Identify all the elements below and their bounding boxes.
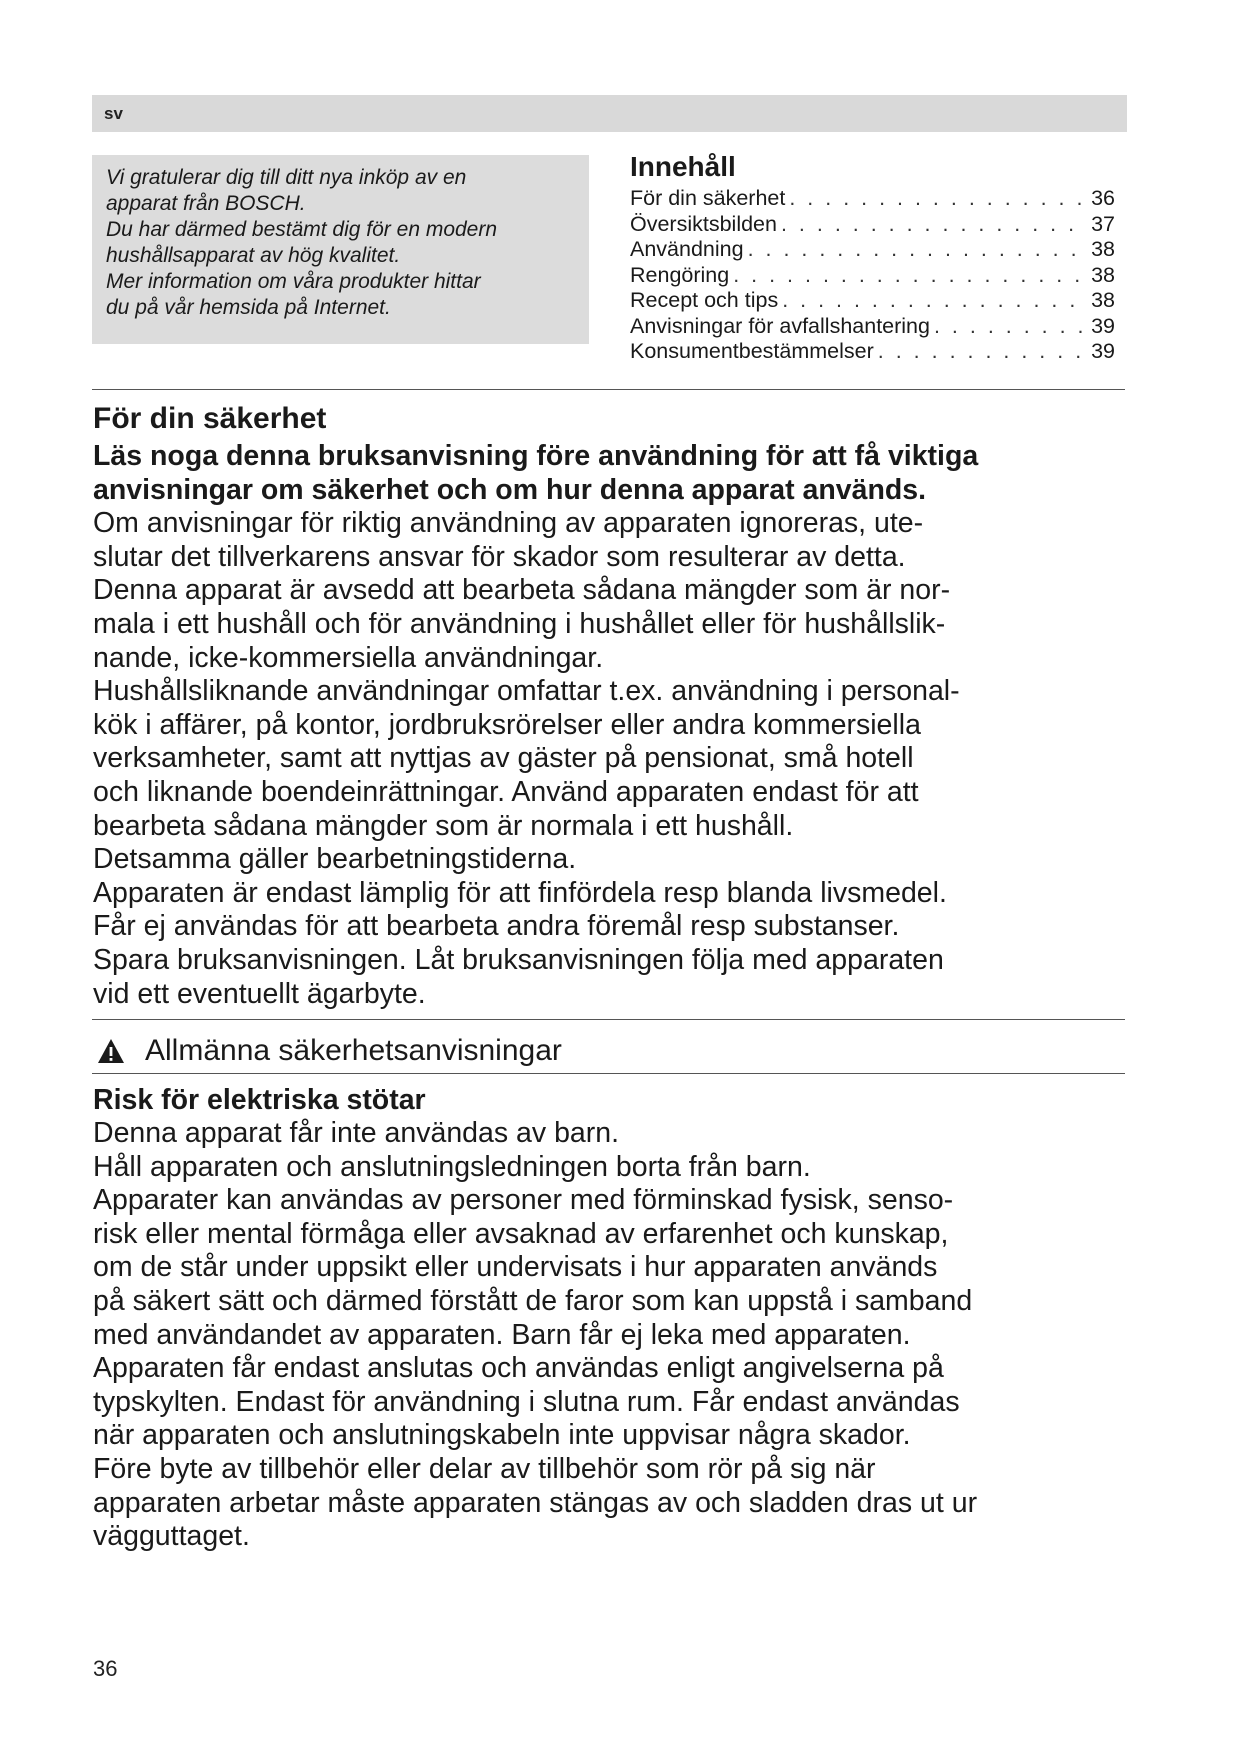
toc-item-label: För din säkerhet: [630, 186, 786, 210]
general-body-line: på säkert sätt och därmed förstått de faror som kan uppstå i samband: [93, 1284, 973, 1317]
page-number: 36: [93, 1656, 118, 1681]
toc-item-page: 38: [1091, 237, 1115, 261]
toc-leader-dots: [733, 263, 1087, 289]
safety-body-line: slutar det tillverkarens ansvar för skador som resulterar av detta.: [93, 540, 906, 573]
safety-text: [93, 440, 978, 1011]
safety-body-line: kök i affärer, på kontor, jordbruksrörelser eller andra kommersiella: [93, 708, 921, 741]
toc-item[interactable]: [630, 237, 1115, 263]
general-body-line: Före byte av tillbehör eller delar av tillbehör som rör på sig när: [93, 1452, 876, 1485]
safety-body-line: Apparaten är endast lämplig för att finfördela resp blanda livsmedel.: [93, 876, 947, 909]
toc-item[interactable]: [630, 186, 1115, 212]
safety-lead-line: Läs noga denna bruksanvisning före användning för att få viktiga: [93, 440, 979, 472]
general-body-line: Håll apparaten och anslutningsledningen borta från barn.: [93, 1150, 811, 1183]
safety-body-line: mala i ett hushåll och för användning i hushållet eller för hushållslik-: [93, 607, 946, 640]
toc-leader-dots: [789, 186, 1087, 212]
toc-item-label: Konsumentbestämmelser: [630, 339, 874, 363]
general-text: [93, 1117, 977, 1554]
general-heading-text: Allmänna säkerhetsanvisningar: [145, 1034, 562, 1067]
toc-item-page: 38: [1091, 288, 1115, 312]
language-code: sv: [104, 104, 123, 123]
safety-body-line: bearbeta sådana mängder som är normala i ett hushåll.: [93, 809, 794, 842]
general-body-line: om de står under uppsikt eller undervisats i hur apparaten används: [93, 1251, 938, 1284]
toc-item[interactable]: [630, 212, 1115, 238]
intro-line: hushållsapparat av hög kvalitet.: [106, 244, 401, 267]
intro-line: Du har därmed bestämt dig för en modern: [106, 218, 498, 241]
safety-body-line: Spara bruksanvisningen. Låt bruksanvisningen följa med apparaten: [93, 943, 944, 976]
table-of-contents: [630, 150, 1115, 365]
toc-leader-dots: [748, 237, 1088, 263]
toc-title: Innehåll: [630, 151, 736, 182]
general-body-line: vägguttaget.: [93, 1520, 250, 1553]
safety-body-line: Hushållsliknande användningar omfattar t.ex. användning i personal-: [93, 675, 960, 708]
general-body-line: med användandet av apparaten. Barn får ej leka med apparaten.: [93, 1318, 911, 1351]
general-body-line: när apparaten och anslutningskabeln inte uppvisar några skador.: [93, 1419, 911, 1452]
toc-item-page: 39: [1091, 339, 1115, 363]
general-body-line: apparaten arbetar måste apparaten stängas av och sladden dras ut ur: [93, 1486, 978, 1519]
toc-item-page: 36: [1091, 186, 1115, 210]
safety-body-line: Denna apparat är avsedd att bearbeta sådana mängder som är nor-: [93, 574, 951, 607]
safety-lead-line: anvisningar om säkerhet och om hur denna apparat används.: [93, 473, 927, 506]
divider: [92, 1019, 1125, 1020]
toc-item-page: 37: [1091, 211, 1115, 236]
intro-box: [92, 155, 589, 344]
toc-item[interactable]: [630, 314, 1115, 340]
toc-item-label: Översiktsbilden: [630, 211, 777, 236]
safety-body-line: Om anvisningar för riktig användning av apparaten ignoreras, ute-: [93, 507, 924, 540]
section-heading-general: [97, 1033, 562, 1069]
general-body-line: Denna apparat får inte användas av barn.: [93, 1117, 620, 1149]
intro-line: Vi gratulerar dig till ditt nya inköp av en: [106, 166, 467, 189]
toc-item-page: 39: [1091, 313, 1115, 338]
toc-item[interactable]: [630, 263, 1115, 289]
subheading-electric-shock: Risk för elektriska stötar: [93, 1084, 426, 1116]
toc-item[interactable]: [630, 339, 1115, 365]
intro-line: du på vår hemsida på Internet.: [106, 296, 391, 319]
safety-body-line: nande, icke-kommersiella användningar.: [93, 641, 604, 674]
intro-line: apparat från BOSCH.: [106, 192, 306, 215]
warning-triangle-icon: [97, 1038, 125, 1064]
general-body-line: risk eller mental förmåga eller avsaknad av erfarenhet och kunskap,: [93, 1217, 949, 1250]
toc-leader-dots: [781, 212, 1087, 238]
toc-item-label: Rengöring: [630, 262, 730, 287]
toc-leader-dots: [782, 288, 1087, 314]
toc-item-label: Recept och tips: [630, 288, 779, 312]
language-bar: [92, 95, 1127, 132]
safety-body-line: Får ej användas för att bearbeta andra föremål resp substanser.: [93, 910, 900, 943]
toc-item-label: Användning: [630, 237, 744, 261]
safety-body-line: Detsamma gäller bearbetningstiderna.: [93, 843, 577, 876]
section-heading-safety: För din säkerhet: [93, 402, 327, 435]
toc-item-label: Anvisningar för avfallshantering: [630, 313, 930, 338]
toc-leader-dots: [934, 314, 1087, 340]
intro-line: Mer information om våra produkter hittar: [106, 270, 481, 293]
divider: [92, 1073, 1125, 1074]
general-body-line: Apparater kan användas av personer med förminskad fysisk, senso-: [93, 1184, 954, 1217]
toc-item[interactable]: [630, 288, 1115, 314]
safety-body-line: och liknande boendeinrättningar. Använd apparaten endast för att: [93, 775, 919, 808]
safety-body-line: verksamheter, samt att nyttjas av gäster på pensionat, små hotell: [93, 742, 914, 775]
toc-item-page: 38: [1091, 262, 1115, 287]
general-body-line: Apparaten får endast anslutas och användas enligt angivelserna på: [93, 1352, 944, 1385]
general-body-line: typskylten. Endast för användning i slutna rum. Får endast användas: [93, 1385, 960, 1418]
toc-leader-dots: [878, 339, 1087, 365]
divider: [92, 389, 1125, 390]
safety-body-line: vid ett eventuellt ägarbyte.: [93, 977, 426, 1010]
